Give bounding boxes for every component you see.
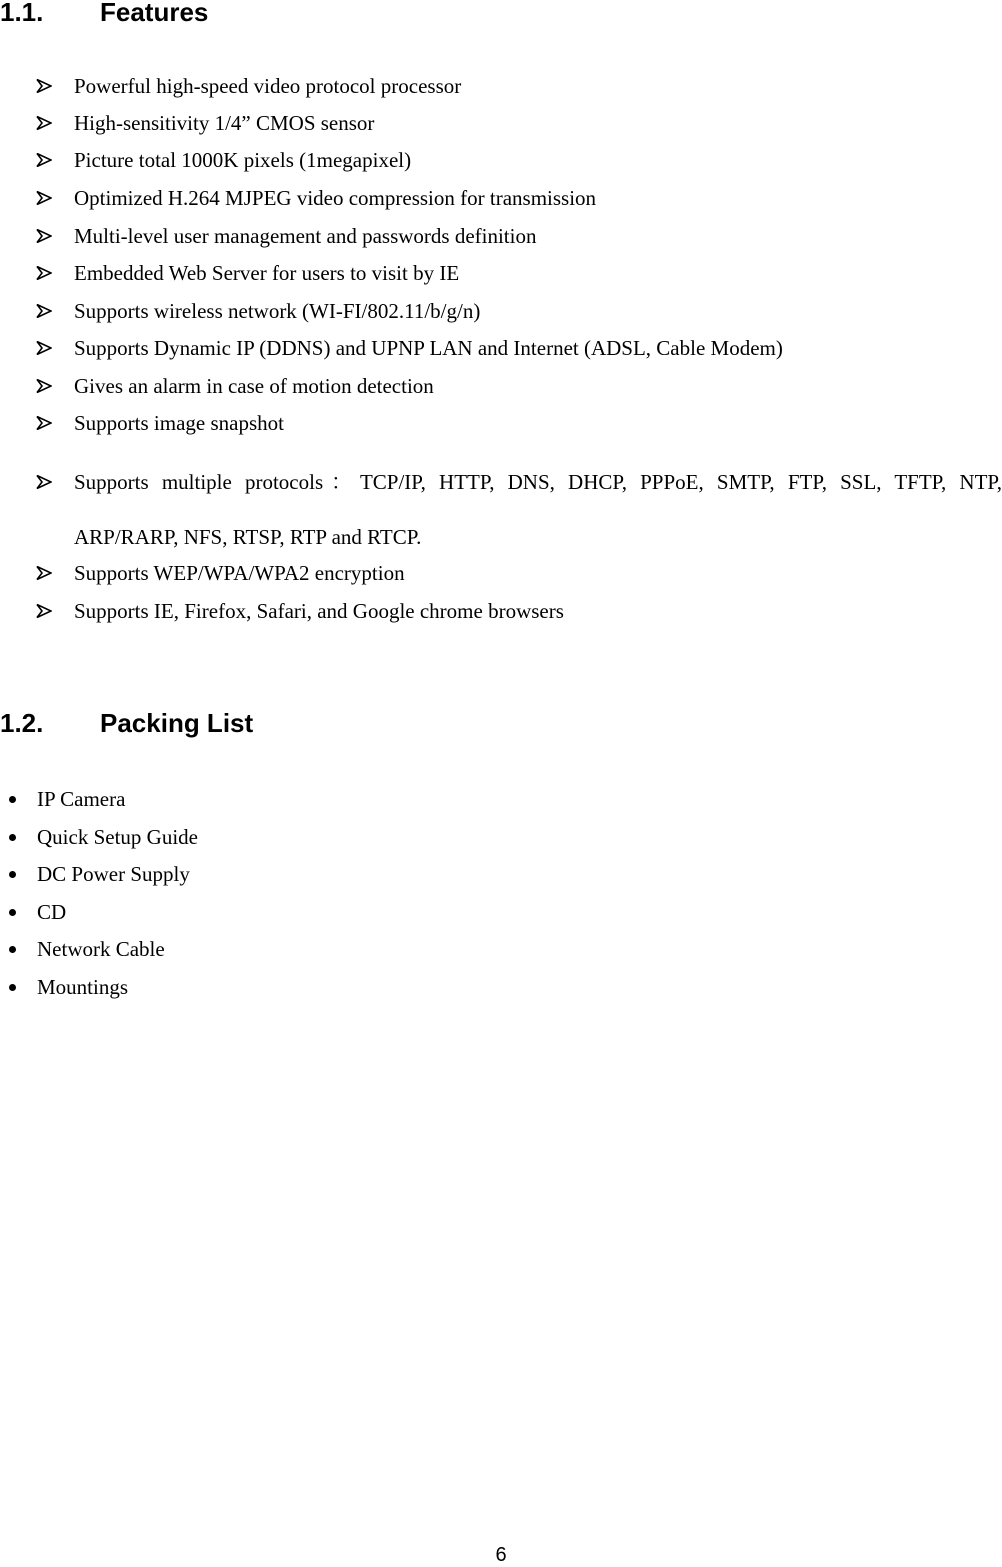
page-number: 6 [495, 1544, 507, 1566]
features-section-title: Features [100, 0, 209, 27]
feature-text: Embedded Web Server for users to visit by IE [74, 261, 460, 285]
feature-text: Supports wireless network (WI-FI/802.11/b/g/n) [74, 299, 481, 323]
feature-item [74, 455, 1002, 565]
packing-item-text: Network Cable [37, 937, 165, 961]
packing-item-text: Quick Setup Guide [37, 825, 198, 849]
feature-text: Optimized H.264 MJPEG video compression for transmission [74, 186, 597, 210]
packing-item [37, 861, 190, 887]
feature-text: Multi-level user management and passwords definition [74, 224, 537, 248]
bullet-dot-icon [9, 834, 16, 841]
feature-text: Supports image snapshot [74, 411, 284, 435]
arrow-bullet-icon [36, 185, 54, 211]
feature-item [74, 73, 461, 99]
features-heading [0, 0, 208, 27]
bullet-dot-icon [9, 871, 16, 878]
feature-text: Picture total 1000K pixels (1megapixel) [74, 148, 412, 172]
bullet-dot-icon [9, 909, 16, 916]
feature-text: Supports multiple protocols：TCP/IP, HTTP, DNS, DHCP, PPPoE, SMTP, FTP, SSL, TFTP, NTP, ARP/RARP, NFS, RTSP, RTP and RTCP. [74, 470, 1002, 549]
packing-item [37, 974, 128, 1000]
feature-item [74, 410, 284, 436]
packing-item [37, 899, 66, 925]
packing-item-text: IP Camera [37, 787, 126, 811]
feature-item [74, 598, 564, 624]
packing-item [37, 786, 125, 812]
packing-section-number: 1.2. [0, 708, 44, 738]
feature-item [74, 335, 783, 361]
feature-item [74, 560, 405, 586]
packing-item [37, 824, 198, 850]
arrow-bullet-icon [36, 598, 54, 624]
arrow-bullet-icon [36, 560, 54, 586]
packing-item [37, 936, 165, 962]
bullet-dot-icon [9, 946, 16, 953]
arrow-bullet-icon [36, 335, 54, 361]
arrow-bullet-icon [36, 73, 54, 99]
arrow-bullet-icon [36, 469, 54, 495]
feature-item [74, 260, 459, 286]
feature-text: Supports Dynamic IP (DDNS) and UPNP LAN and Internet (ADSL, Cable Modem) [74, 336, 783, 360]
feature-item [74, 185, 596, 211]
arrow-bullet-icon [36, 298, 54, 324]
feature-item [74, 110, 374, 136]
packing-list-heading [0, 708, 253, 738]
bullet-dot-icon [9, 796, 16, 803]
packing-section-title: Packing List [100, 708, 254, 738]
packing-item-text: CD [37, 900, 67, 924]
arrow-bullet-icon [36, 410, 54, 436]
arrow-bullet-icon [36, 223, 54, 249]
arrow-bullet-icon [36, 373, 54, 399]
feature-text: Supports WEP/WPA/WPA2 encryption [74, 561, 405, 585]
arrow-bullet-icon [36, 110, 54, 136]
arrow-bullet-icon [36, 260, 54, 286]
feature-text: Supports IE, Firefox, Safari, and Google chrome browsers [74, 599, 564, 623]
features-section-number: 1.1. [0, 0, 44, 27]
packing-item-text: Mountings [37, 975, 129, 999]
feature-item [74, 147, 411, 173]
feature-item [74, 298, 480, 324]
bullet-dot-icon [9, 984, 16, 991]
packing-item-text: DC Power Supply [37, 862, 190, 886]
feature-text: Gives an alarm in case of motion detection [74, 374, 434, 398]
feature-item [74, 373, 434, 399]
feature-text: Powerful high-speed video protocol processor [74, 74, 462, 98]
feature-item [74, 223, 536, 249]
arrow-bullet-icon [36, 147, 54, 173]
feature-text: High-sensitivity 1/4” CMOS sensor [74, 111, 375, 135]
